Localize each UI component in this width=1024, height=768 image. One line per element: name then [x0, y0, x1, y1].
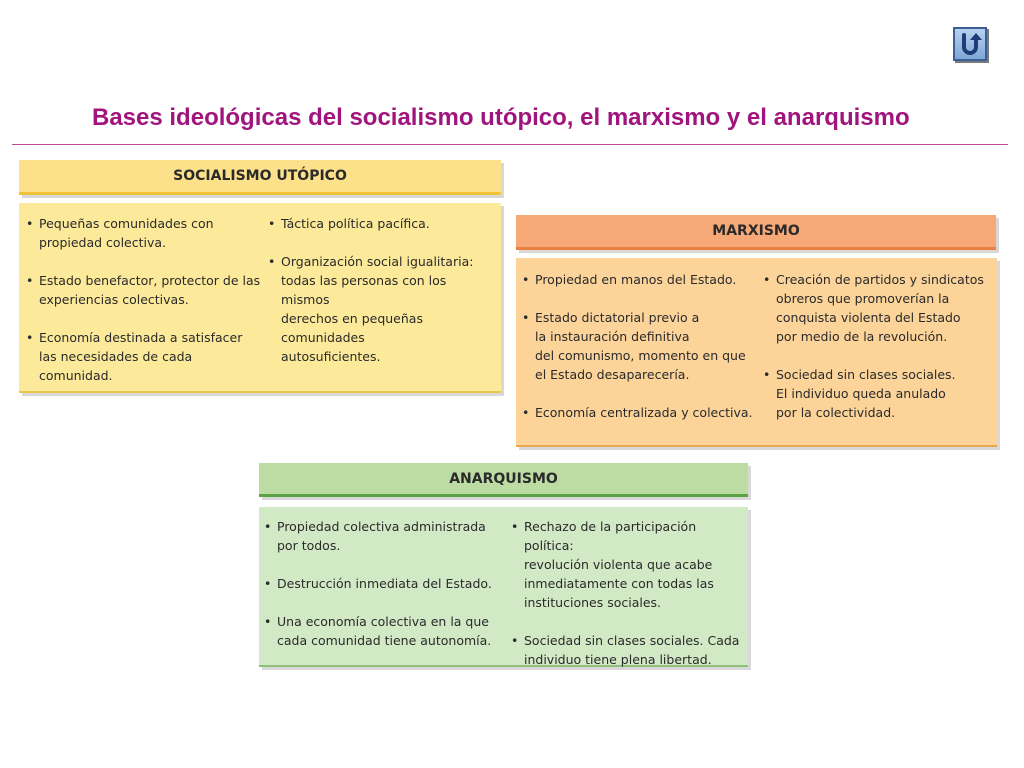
utopico-right-list [268, 214, 498, 385]
anarquismo-heading [259, 463, 748, 497]
list-item: • Rechazo de la participación política: revolución violenta que acabe inmediatamente con todas las instituciones sociales. [511, 517, 747, 612]
marxismo-heading [516, 215, 996, 250]
utopico-panel [19, 203, 501, 393]
list-item: • Táctica política pacífica. [268, 214, 498, 233]
marxismo-panel [516, 258, 997, 447]
return-arrow-icon [957, 31, 983, 57]
list-item: • Estado benefactor, protector de las experiencias colectivas. [26, 271, 266, 309]
utopico-heading [19, 160, 501, 195]
marxismo-right-list [763, 270, 993, 441]
list-item: • Sociedad sin clases sociales. El individuo queda anulado por la colectividad. [763, 365, 993, 422]
list-item: • Economía centralizada y colectiva. [522, 403, 758, 422]
list-item: • Sociedad sin clases sociales. Cada individuo tiene plena libertad. [511, 631, 747, 669]
list-item: • Una economía colectiva en la que cada comunidad tiene autonomía. [264, 612, 508, 650]
anarquismo-panel [259, 507, 748, 667]
anarquismo-right-list [511, 517, 747, 688]
back-button[interactable] [953, 27, 987, 61]
list-item: • Economía destinada a satisfacer las necesidades de cada comunidad. [26, 328, 266, 385]
utopico-left-list [26, 214, 266, 404]
marxismo-heading-label: MARXISMO [712, 223, 800, 239]
page-title: Bases ideológicas del socialismo utópico, el marxismo y el anarquismo [92, 104, 910, 131]
list-item: • Creación de partidos y sindicatos obreros que promoverían la conquista violenta del Estado por medio de la revolución. [763, 270, 993, 346]
marxismo-left-list [522, 270, 758, 441]
list-item: • Propiedad en manos del Estado. [522, 270, 758, 289]
anarquismo-heading-label: ANARQUISMO [449, 470, 558, 487]
title-divider [12, 144, 1008, 145]
list-item: • Estado dictatorial previo a la instauración definitiva del comunismo, momento en que el Estado desaparecería. [522, 308, 758, 384]
list-item: • Organización social igualitaria: todas las personas con los mismos derechos en pequeñas comunidades autosuficientes. [268, 252, 498, 366]
utopico-heading-label: SOCIALISMO UTÓPICO [173, 168, 347, 184]
list-item: • Propiedad colectiva administrada por todos. [264, 517, 508, 555]
list-item: • Destrucción inmediata del Estado. [264, 574, 508, 593]
list-item: • Pequeñas comunidades con propiedad colectiva. [26, 214, 266, 252]
anarquismo-left-list [264, 517, 508, 669]
